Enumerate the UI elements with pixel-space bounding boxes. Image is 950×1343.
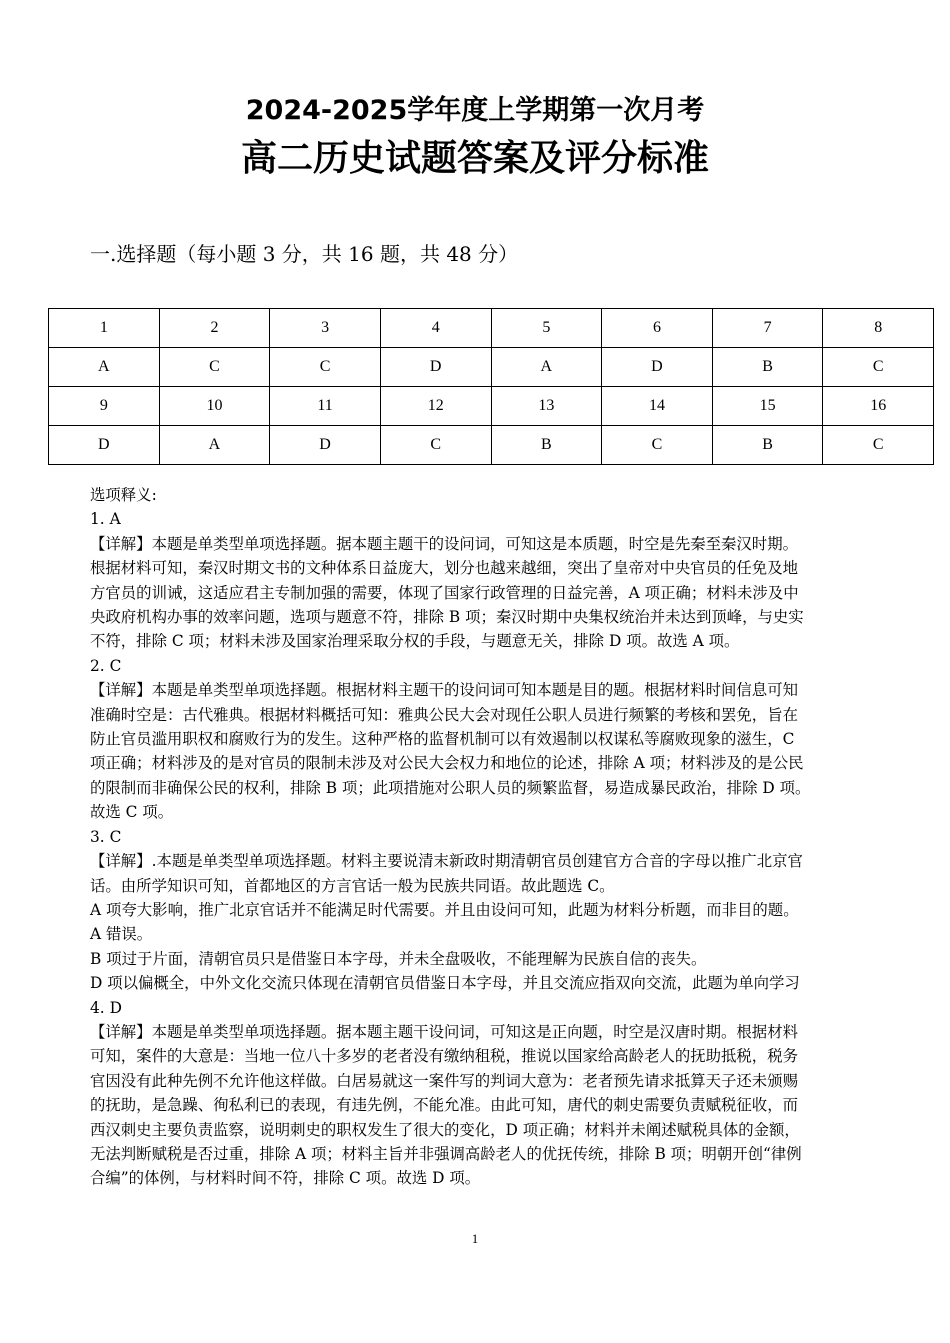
- question-number-cell: 6: [602, 309, 713, 348]
- explanation-line: 根据材料可知，秦汉时期文书的文种体系日益庞大，划分也越来越细，突出了皇帝对中央官员的任免及地: [90, 559, 798, 578]
- explanation-line: 防止官员滥用职权和腐败行为的发生。这种严格的监督机制可以有效遏制以权谋私等腐败现象的滋生，C: [90, 730, 795, 749]
- explanation-line: 【详解】本题是单类型单项选择题。根据材料主题干的设问词可知本题是目的题。根据材料时间信息可知: [90, 681, 798, 700]
- explanation-line: A 错误。: [90, 925, 153, 944]
- explanation-line: 不符，排除 C 项；材料未涉及国家治理采取分权的手段，与题意无关，排除 D 项。故选 A 项。: [90, 632, 740, 651]
- answer-cell: D: [270, 426, 381, 465]
- explanation-line: 故选 C 项。: [90, 803, 174, 822]
- explanation-line: 项正确；材料涉及的是对官员的限制未涉及对公民大会权力和地位的论述，排除 A 项；材料涉及的是公民: [90, 754, 804, 773]
- explanation-line: 合编”的体例，与材料时间不符，排除 C 项。故选 D 项。: [90, 1169, 481, 1188]
- question-number-row: [49, 387, 934, 426]
- answer-cell: C: [602, 426, 713, 465]
- answer-table: [48, 308, 934, 465]
- answer-cell: A: [159, 426, 270, 465]
- question-number-cell: 10: [159, 387, 270, 426]
- question-number-row: [49, 309, 934, 348]
- explanation-line: 【详解】本题是单类型单项选择题。据本题主题干的设问词，可知这是本质题，时空是先秦至秦汉时期。: [90, 534, 798, 553]
- document-title-line2: 高二历史试题答案及评分标准: [240, 138, 709, 179]
- explanation-line: 3. C: [90, 827, 122, 846]
- answer-row: [49, 348, 934, 387]
- explanation-line: 的限制而非确保公民的权利，排除 B 项；此项措施对公职人员的频繁监督，易造成暴民政治，排除 D 项。: [90, 778, 811, 797]
- explanation-line: 的抚助，是急躁、徇私利已的表现，有违先例，不能允准。由此可知，唐代的刺史需要负责赋税征收，而: [90, 1096, 798, 1115]
- explanation-line: 话。由所学知识可知，首都地区的方言官话一般为民族共同语。故此题选 C。: [90, 876, 615, 895]
- explanation-line: 【详解】.本题是单类型单项选择题。材料主要说清末新政时期清朝官员创建官方合音的字母以推广北京官: [90, 852, 803, 871]
- answer-cell: B: [712, 426, 823, 465]
- answer-table-body: [49, 309, 934, 465]
- question-number-cell: 2: [159, 309, 270, 348]
- explanation-line: 4. D: [90, 998, 122, 1017]
- document-title-line1: 2024-2025学年度上学期第一次月考: [245, 95, 705, 126]
- explanation-line: B 项过于片面，清朝官员只是借鉴日本字母，并未全盘吸收，不能理解为民族自信的丧失。: [90, 949, 707, 968]
- question-number-cell: 4: [380, 309, 491, 348]
- explanation-line: A 项夸大影响，推广北京官话并不能满足时代需要。并且由设问可知，此题为材料分析题，而非目的题。: [90, 900, 799, 919]
- explanation-line: 官因没有此种先例不允许他这样做。白居易就这一案件写的判词大意为：老者预先请求抵算天子还未颁赐: [90, 1071, 798, 1090]
- answer-cell: A: [49, 348, 160, 387]
- answer-cell: B: [491, 426, 602, 465]
- answer-cell: D: [380, 348, 491, 387]
- question-number-cell: 9: [49, 387, 160, 426]
- explanation-line: 选项释义:: [90, 486, 157, 504]
- explanation-line: 方官员的训诫，这适应君主专制加强的需要，体现了国家行政管理的日益完善，A 项正确；材料未涉及中: [90, 583, 799, 602]
- answer-cell: A: [491, 348, 602, 387]
- answer-cell: C: [823, 426, 934, 465]
- explanation-line: 央政府机构办事的效率问题，选项与题意不符，排除 B 项；秦汉时期中央集权统治并未达到顶峰，与史实: [90, 608, 804, 627]
- explanation-line: D 项以偏概全，中外文化交流只体现在清朝官员借鉴日本字母，并且交流应指双向交流，此题为单向学习: [90, 974, 800, 993]
- answer-cell: C: [270, 348, 381, 387]
- explanation-line: 2. C: [90, 656, 122, 675]
- question-number-cell: 14: [602, 387, 713, 426]
- explanation-line: 准确时空是：古代雅典。根据材料概括可知：雅典公民大会对现任公职人员进行频繁的考核和罢免，旨在: [90, 705, 798, 724]
- explanation-line: 1. A: [90, 510, 121, 529]
- explanation-line: 无法判断赋税是否过重，排除 A 项；材料主旨并非强调高龄老人的优抚传统，排除 B 项；明朝开创“律例: [90, 1144, 802, 1163]
- explanation-line: 西汉刺史主要负责监察，说明刺史的职权发生了很大的变化，D 项正确；材料并未阐述赋税具体的金额，: [90, 1120, 800, 1139]
- question-number-cell: 1: [49, 309, 160, 348]
- answer-cell: B: [712, 348, 823, 387]
- question-number-cell: 13: [491, 387, 602, 426]
- question-number-cell: 7: [712, 309, 823, 348]
- question-number-cell: 16: [823, 387, 934, 426]
- page-number: 1: [471, 1231, 479, 1246]
- explanation-line: 可知，案件的大意是：当地一位八十多岁的老者没有缴纳租税，推说以国家给高龄老人的抚助抵税，税务: [90, 1047, 798, 1066]
- question-number-cell: 5: [491, 309, 602, 348]
- answer-cell: D: [602, 348, 713, 387]
- question-number-cell: 15: [712, 387, 823, 426]
- explanations-block: [90, 483, 865, 1191]
- question-number-cell: 11: [270, 387, 381, 426]
- answer-cell: C: [159, 348, 270, 387]
- section-heading: 一.选择题（每小题 3 分，共 16 题，共 48 分）: [90, 242, 519, 266]
- answer-row: [49, 426, 934, 465]
- question-number-cell: 12: [380, 387, 491, 426]
- answer-cell: D: [49, 426, 160, 465]
- answer-cell: C: [823, 348, 934, 387]
- question-number-cell: 3: [270, 309, 381, 348]
- question-number-cell: 8: [823, 309, 934, 348]
- answer-cell: C: [380, 426, 491, 465]
- explanation-line: 【详解】本题是单类型单项选择题。据本题主题干设问词，可知这是正向题，时空是汉唐时期。根据材料: [90, 1022, 798, 1041]
